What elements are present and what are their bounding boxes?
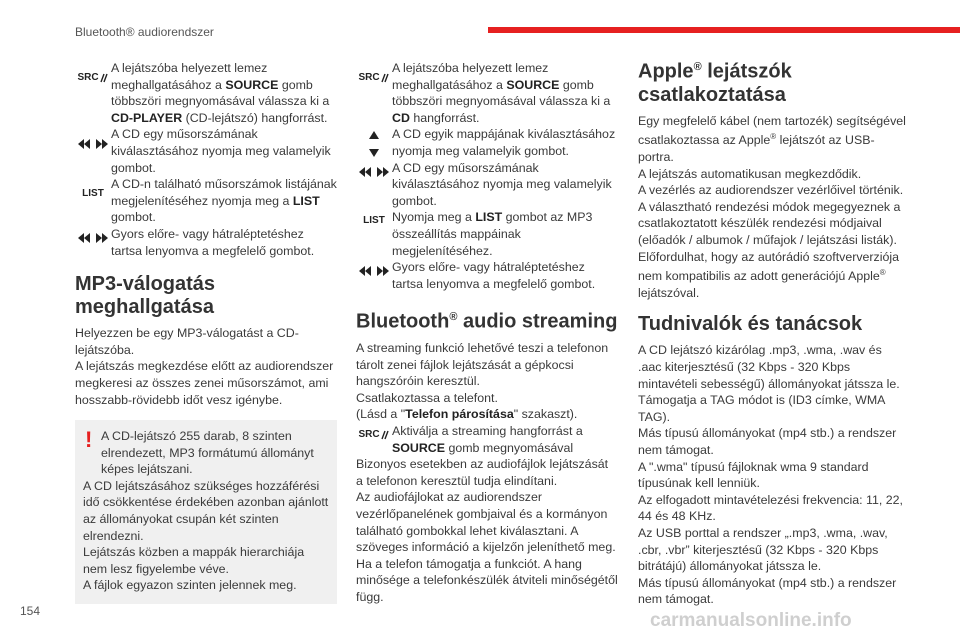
src-text: A lejátszóba helyezett lemez meghallgatásához a SOURCE gomb többszöri megnyomásával válassza ki a CD-PLAYER (CD-lejátszó) hangforrást.: [111, 61, 330, 125]
page-number: 154: [20, 604, 41, 618]
bt-ref-line: (Lásd a "Telefon párosítása" szakaszt).: [356, 407, 578, 422]
column-left: [75, 60, 337, 604]
track-select-text: A CD egy műsorszámának kiválasztásához nyomja meg valamelyik gombot.: [392, 160, 612, 208]
tips-line: A CD lejátszó kizárólag .mp3, .wma, .wav és .aac kiterjesztésű (32 Kbps - 320 Kbps mintavételi sebességű) állományokat játssza le.: [638, 343, 900, 391]
skip-arrows-icon: [75, 136, 111, 152]
column-middle: [356, 60, 618, 605]
apple-line: A lejátszás automatikusan megkezdődik.: [638, 166, 862, 181]
list-instruction: [75, 176, 337, 226]
fast-forward-text: Gyors előre- vagy hátraléptetéshez tartsa lenyomva a megfelelő gombot.: [111, 226, 315, 258]
src-instruction: [356, 60, 618, 126]
warning-line: A CD-lejátszó 255 darab, 8 szinten elrendezett, MP3 formátumú állományt képes lejátszani.: [101, 429, 314, 477]
warning-line: A fájlok egyazon szinten jelennek meg.: [83, 578, 297, 593]
track-select-text: A CD egy műsorszámának kiválasztásához nyomja meg valamelyik gombot.: [111, 127, 331, 175]
bt-line: Ha a telefon támogatja a funkciót. A hang minősége a telefonkészülék átviteli minőségétől függ.: [356, 556, 618, 604]
up-down-arrows-icon: [356, 130, 392, 158]
list-text: A CD-n található műsorszámok listájának megjelenítéséhez nyomja meg a LIST gombot.: [111, 177, 337, 225]
list-text: Nyomja meg a LIST gombot az MP3 összeállítás mappáinak megjelenítéséhez.: [392, 210, 593, 258]
fast-forward-icon: [75, 230, 111, 246]
apple-line: Előfordulhat, hogy az autórádió szoftververziója nem kompatibilis az adott generációjú Apple® lejátszóval.: [638, 249, 900, 300]
src-icon: SRC: [356, 70, 392, 86]
track-select-instruction: [356, 160, 618, 210]
apple-heading: Apple® lejátszók csatlakoztatása: [638, 60, 792, 106]
src-instruction: [75, 60, 337, 126]
mp3-heading: MP3-válogatás meghallgatása: [75, 273, 216, 319]
src-icon: SRC: [356, 427, 392, 443]
folder-select-instruction: [356, 126, 618, 159]
tips-line: Támogatja a TAG módot is (ID3 címke, WMA TAG).: [638, 393, 885, 424]
warning-line: A CD lejátszásához szükséges hozzáférési idő csökkentése érdekében azonban ajánlott az állományokat csupán két szinten elrendezni.: [83, 478, 329, 543]
bt-line: Az audiofájlokat az audiorendszer vezérlőpanelének gombjaival és a kormányon található gombokkal lehet kiválasztani. A szöveges információ a kijelzőn jeleníthető meg.: [356, 490, 616, 555]
bt-src-instruction: [356, 423, 618, 456]
bt-line: Csatlakoztassa a telefont.: [356, 390, 498, 405]
tips-line: Más típusú állományokat (mp4 stb.) a rendszer nem támogat.: [638, 575, 897, 607]
tips-line: Más típusú állományokat (mp4 stb.) a rendszer nem támogat.: [638, 426, 897, 457]
fast-forward-instruction: [75, 226, 337, 259]
tips-line: Az USB porttal a rendszer „.mp3, .wma, .wav, .cbr, .vbr” kiterjesztésű (32 Kbps - 320 Kbps bitrátájú) állományokat játssza le.: [638, 525, 888, 574]
src-icon: SRC: [75, 70, 111, 86]
header-red-bar: [488, 27, 960, 33]
page-header-title: Bluetooth® audiorendszer: [75, 25, 214, 39]
bt-line: Bizonyos esetekben az audiofájlok lejátszását a telefonon keresztül tudja elindítani.: [356, 457, 609, 488]
mp3-line: Helyezzen be egy MP3-válogatást a CD-lejátszóba.: [75, 326, 299, 357]
src-text: A lejátszóba helyezett lemez meghallgatásához a SOURCE gomb többszöri megnyomásával válassza ki a CD hangforrást.: [392, 61, 611, 125]
track-select-instruction: [75, 126, 337, 176]
warning-line: Lejátszás közben a mappák hierarchiája nem lesz figyelembe véve.: [83, 545, 305, 576]
apple-line: Egy megfelelő kábel (nem tartozék) segítségével csatlakoztassa az Apple® lejátszót az USB-portra.: [638, 113, 906, 164]
watermark-text: carmanualsonline.info: [650, 610, 852, 631]
list-icon: LIST: [363, 215, 385, 227]
tips-line: A ".wma" típusú fájloknak wma 9 standard típusúnak kell lenniük.: [638, 459, 869, 491]
tips-line: Az elfogadott mintavételezési frekvencia: 11, 22, 44 és 48 KHz.: [638, 492, 903, 524]
apple-line: A vezérlés az audiorendszer vezérlőivel történik.: [638, 183, 904, 198]
skip-arrows-icon: [356, 164, 392, 180]
warning-icon: !: [85, 427, 93, 453]
folder-select-text: A CD egyik mappájának kiválasztásához nyomja meg valamelyik gombot.: [392, 127, 616, 158]
fast-forward-text: Gyors előre- vagy hátraléptetéshez tartsa lenyomva a megfelelő gombot.: [392, 260, 596, 291]
tips-heading: Tudnivalók és tanácsok: [638, 313, 863, 336]
warning-box: [75, 420, 337, 604]
column-right: [638, 56, 908, 608]
list-instruction: [356, 209, 618, 259]
mp3-line: A lejátszás megkezdése előtt az audiorendszer megkeresi az összes zenei műsorszámot, ami hosszabb-rövidebb időt vesz igénybe.: [75, 359, 334, 407]
apple-line: A választható rendezési módok megegyeznek a csatlakoztatott készülék rendezési módjaival (előadók / albumok / műfajok / lejátszási listák).: [638, 199, 901, 247]
bt-src-text: Aktiválja a streaming hangforrást a SOURCE gomb megnyomásával: [392, 423, 583, 455]
fast-forward-icon: [356, 263, 392, 279]
bluetooth-heading: Bluetooth® audio streaming: [356, 310, 618, 333]
bt-line: A streaming funkció lehetővé teszi a telefonon tárolt zenei fájlok lejátszását a gépkocsi hangszóróin keresztül.: [356, 340, 609, 389]
fast-forward-instruction: [356, 259, 618, 292]
list-icon: LIST: [82, 187, 104, 199]
